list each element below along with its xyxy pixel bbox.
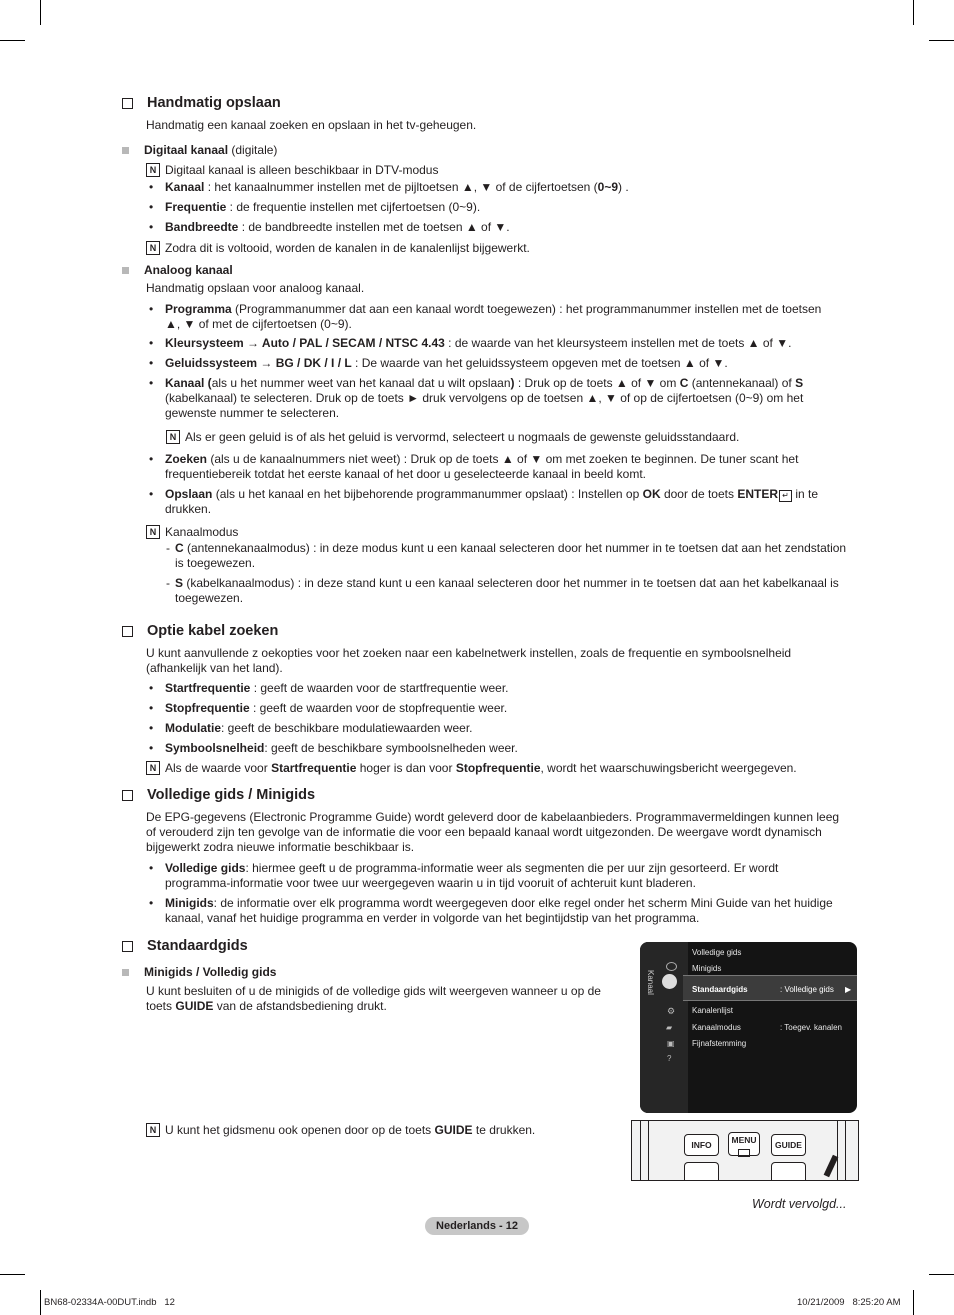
subheading-minigids [122,965,276,980]
arrow-right-icon: ▶ [845,985,852,994]
item-label: Frequentie [165,200,227,214]
section-title-row [122,788,315,803]
bullet: • [149,861,154,875]
item-text: : De waarde van het geluidssysteem opgeven met de toetsen ▲ of ▼. [351,356,728,370]
item-text: (kabelkanaalmodus) : in deze stand kunt u een kanaal selecteren door het nummer in te toetsen dat aan het kabelkanaal is [183,576,839,590]
dash-item-text [175,576,858,606]
item-text: : Druk op de toets ▲ of ▼ om [514,376,680,390]
menu-side-label: Kanaal [646,970,655,995]
item-text: (antennekanaalmodus) : in deze modus kunt u een kanaal selecteren door het nummer in te toetsen dat aan het zendstation [183,541,847,555]
checkbox-icon [122,626,133,637]
item-label: Geluidssysteem → BG / DK / I / L [165,356,352,370]
note-icon: N [146,761,160,775]
item-text: (Programmanummer dat aan een kanaal wordt toegewezen) : het programmanummer instellen met de toetsen [231,302,822,316]
item-text: : geeft de beschikbare modulatiewaarden weer. [221,721,473,735]
item-text: : de waarde van het kleursysteem instellen met de toets ▲ of ▼. [444,336,792,350]
menu-button[interactable] [728,1132,760,1156]
note-icon: N [146,1123,160,1137]
checkbox-icon [122,941,133,952]
subheading-digitaal [122,143,277,158]
item-label: Kleursysteem → Auto / PAL / SECAM / NTSC 4.43 [165,336,445,350]
item-text: toegewezen. [175,591,244,605]
enter-icon: ↵ [779,490,792,502]
note-icon: N [146,163,160,177]
crop-mark [40,1290,41,1315]
item-label: Minigids [165,896,214,910]
crop-mark [929,1274,954,1275]
checkbox-icon [122,790,133,801]
intro-text: Handmatig een kanaal zoeken en opslaan in het tv-geheugen. [146,118,477,132]
item-text: is toegewezen. [175,556,256,570]
item-label: Volledige gids [165,861,246,875]
dash-item: - [166,576,170,590]
section-title: Volledige gids / Minigids [147,787,316,803]
footer-file: BN68-02334A-00DUT.indb 12 [44,1297,175,1308]
list-item [165,180,858,195]
section-title: Handmatig opslaan [147,95,281,111]
item-text: drukken. [165,502,212,516]
bullet: • [149,452,154,466]
note-text: Als er geen geluid is of als het geluid is vervormd, selecteert u nogmaals de gewenste geluidsstandaard. [185,430,740,444]
bullet: • [149,200,154,214]
note-text: Zodra dit is voltooid, worden de kanalen in de kanalenlijst bijgewerkt. [165,241,530,255]
bullet: • [149,721,154,735]
item-text: als u het nummer weet van het kanaal dat u wilt opslaan [211,376,511,390]
item-bold: 0~9 [597,180,618,194]
subheading-analoog [122,263,233,278]
item-bold: ENTER [737,487,778,501]
footer-date: 10/21/2009 8:25:20 AM [797,1297,901,1308]
list-item [165,302,858,332]
list-item [165,220,858,235]
item-text: ) . [618,180,629,194]
bullet: • [149,741,154,755]
list-item [165,896,858,926]
item-label: C [175,541,184,555]
menu-item[interactable]: Kanaalmodus [692,1023,741,1032]
item-text: programma-informatie voor twee uur weergegeven waarin u in tijd vooruit of achteruit kunt bladeren. [165,876,696,890]
item-label: Stopfrequentie [165,701,250,715]
dash-item: - [166,541,170,555]
list-item [165,701,858,716]
note-bold: Stopfrequentie [455,761,541,775]
list-item [165,200,858,215]
support-icon: ? [667,1054,672,1063]
item-text: (antennekanaal) of [688,376,796,390]
intro-line: bijgewerkt zodra nieuwe informatie beschikbaar is. [146,840,415,854]
item-text: frequentiebereik totdat het eerste kanaal of het door u geselecteerde kanaal in beeld komt. [165,467,646,481]
intro-text [146,646,791,676]
crop-mark [913,0,914,25]
continued-text: Wordt vervolgd... [752,1197,847,1211]
item-text: gewenste nummer te selecteren. [165,406,340,420]
bullet: • [149,376,154,390]
crop-mark [929,40,954,41]
section-title-row [122,939,248,954]
item-bold: OK [642,487,661,501]
menu-item[interactable]: Kanalenlijst [692,1006,733,1015]
item-text: : het kanaalnummer instellen met de pijltoetsen ▲, ▼ of de cijfertoetsen ( [204,180,598,194]
section-standaardgids [122,939,248,954]
exit-button[interactable] [771,1162,806,1180]
note-text: Digitaal kanaal is alleen beschikbaar in DTV-modus [165,163,439,177]
item-text: (als u het kanaal en het bijbehorende programmanummer opslaat) : Instellen op [212,487,643,501]
item-label: Bandbreedte [165,220,239,234]
item-label: Symboolsnelheid [165,741,265,755]
info-button[interactable]: INFO [684,1134,719,1156]
item-text: door de toets [660,487,738,501]
crop-mark [0,1274,25,1275]
bullet: • [149,302,154,316]
note-part: U kunt het gidsmenu ook openen door op de toets [165,1123,435,1137]
input-icon: ▰ [666,1023,673,1032]
return-button[interactable] [684,1162,719,1180]
subheading-label: Minigids / Volledig gids [144,965,277,979]
item-label: Opslaan [165,487,213,501]
square-bullet-icon [122,267,129,274]
list-item [165,336,858,351]
item-text: (kabelkanaal) te selecteren. Druk op de toets ► druk vervolgens op de toetsen ▲, ▼ of op de cijfertoetsen (0~9) om het [165,391,804,405]
list-item [165,376,858,421]
intro-bold: GUIDE [175,999,214,1013]
remote-edge [648,1121,649,1180]
bullet: • [149,220,154,234]
intro-line: (afhankelijk van het land). [146,661,283,675]
item-text: : hiermee geeft u de programma-informatie weer als segmenten die per uur zijn gesorteerd. Er wordt [245,861,779,875]
menu-item-selected[interactable]: Standaardgids [692,985,748,994]
item-label: Modulatie [165,721,221,735]
item-text: in te [792,487,819,501]
note-text [165,761,797,776]
channel-icon [662,974,677,989]
bullet: • [149,336,154,350]
item-label: Kanaal [165,180,205,194]
guide-button[interactable]: GUIDE [771,1134,806,1156]
section-volledige-gids [122,788,315,803]
square-bullet-icon [122,969,129,976]
intro-line: of verouderd zijn ten gevolge van de informatie die voor een bepaald kanaal wordt uitgezonden. De weergave wordt dynamisch [146,825,822,839]
list-item [165,741,858,756]
application-icon: ▣ [667,1039,675,1048]
intro-line: toets [146,999,176,1013]
section-title-row [122,624,278,639]
menu-item[interactable]: Minigids [692,964,722,973]
note-icon: N [146,525,160,539]
dash-item-text [175,541,858,571]
picture-icon [666,962,677,971]
menu-item[interactable]: Volledige gids [692,948,742,957]
intro-text: Handmatig opslaan voor analoog kanaal. [146,281,365,295]
menu-button-label: MENU [731,1135,757,1145]
square-bullet-icon [122,147,129,154]
crop-mark [0,40,25,41]
item-label: Zoeken [165,452,208,466]
item-text: : geeft de waarden voor de stopfrequentie weer. [249,701,508,715]
note-part: Als de waarde voor [165,761,272,775]
item-text: : de frequentie instellen met cijfertoetsen (0~9). [226,200,481,214]
list-item [165,681,858,696]
setup-icon: ⚙ [667,1006,676,1016]
list-item [165,452,858,482]
note-text: Kanaalmodus [165,525,239,539]
list-item [165,861,858,891]
item-text: ▲, ▼ of met de cijfertoetsen (0~9). [165,317,352,331]
tv-menu-screenshot [640,942,857,1113]
item-text: : de informatie over elk programma wordt weergegeven door elke regel onder het scherm Mini Guide van het huidige [213,896,833,910]
menu-selected-value: : Volledige gids [780,985,834,994]
remote-edge [845,1121,846,1180]
intro-line: U kunt aanvullende z oekopties voor het zoeken naar een kabelnetwerk instellen, zoals de frequentie en symboolsnelheid [146,646,792,660]
subheading-suffix: (digitale) [228,143,278,157]
item-label: ) [510,376,515,390]
item-label: S [175,576,184,590]
intro-text [146,984,616,1014]
bullet: • [149,896,154,910]
page-number-badge: Nederlands - 12 [425,1217,529,1235]
list-item [165,487,858,517]
section-title: Standaardgids [147,938,248,954]
item-text: : de bandbreedte instellen met de toetsen ▲ of ▼. [238,220,510,234]
bullet: • [149,180,154,194]
note-part: hoger is dan voor [356,761,456,775]
crop-mark [913,1290,914,1315]
section-optie-kabel-zoeken [122,624,278,639]
item-text: : geeft de waarden voor de startfrequentie weer. [250,681,509,695]
intro-text [146,810,839,855]
bullet: • [149,701,154,715]
item-bold: C [679,376,689,390]
remote-illustration [631,1120,859,1181]
note-part: te drukken. [472,1123,536,1137]
section-title: Optie kabel zoeken [147,623,279,639]
item-label: Programma [165,302,232,316]
checkbox-icon [122,98,133,109]
menu-item[interactable]: Fijnafstemming [692,1039,747,1048]
intro-line: De EPG-gegevens (Electronic Programme Guide) wordt geleverd door de kabelaanbieders. Programmavermeldingen kunnen leeg [146,810,840,824]
remote-edge [837,1121,838,1180]
note-icon: N [166,430,180,444]
bullet: • [149,681,154,695]
menu-item-value: : Toegev. kanalen [780,1023,842,1032]
item-text: : geeft de beschikbare symboolsnelheden weer. [264,741,518,755]
section-handmatig-opslaan [122,96,281,111]
item-text: (als u de kanaalnummers niet weet) : Druk op de toets ▲ of ▼ om met zoeken te beginnen. De tuner scant het [207,452,799,466]
section-title-row [122,96,281,111]
item-bold: S [795,376,804,390]
note-bold: GUIDE [434,1123,473,1137]
list-item [165,356,858,371]
intro-line: van de afstandsbediening drukt. [213,999,387,1013]
subheading-label: Analoog kanaal [144,263,233,277]
crop-mark [40,0,41,25]
menu-sidebar [640,942,688,1113]
bullet: • [149,356,154,370]
intro-line: U kunt besluiten of u de minigids of de volledige gids wilt weergeven wanneer u op de [146,984,601,998]
item-label: Startfrequentie [165,681,251,695]
note-part: , wordt het waarschuwingsbericht weergegeven. [540,761,797,775]
remote-edge [640,1121,641,1180]
list-item [165,721,858,736]
note-text [165,1123,535,1138]
note-icon: N [146,241,160,255]
note-bold: Startfrequentie [271,761,357,775]
item-text: kanaal, vanaf het huidige programma en verder in volgorde van het begintijdstip van het programma. [165,911,700,925]
bullet: • [149,487,154,501]
subheading-label: Digitaal kanaal [144,143,229,157]
item-label: Kanaal ( [165,376,212,390]
menu-grid-icon [738,1149,750,1157]
